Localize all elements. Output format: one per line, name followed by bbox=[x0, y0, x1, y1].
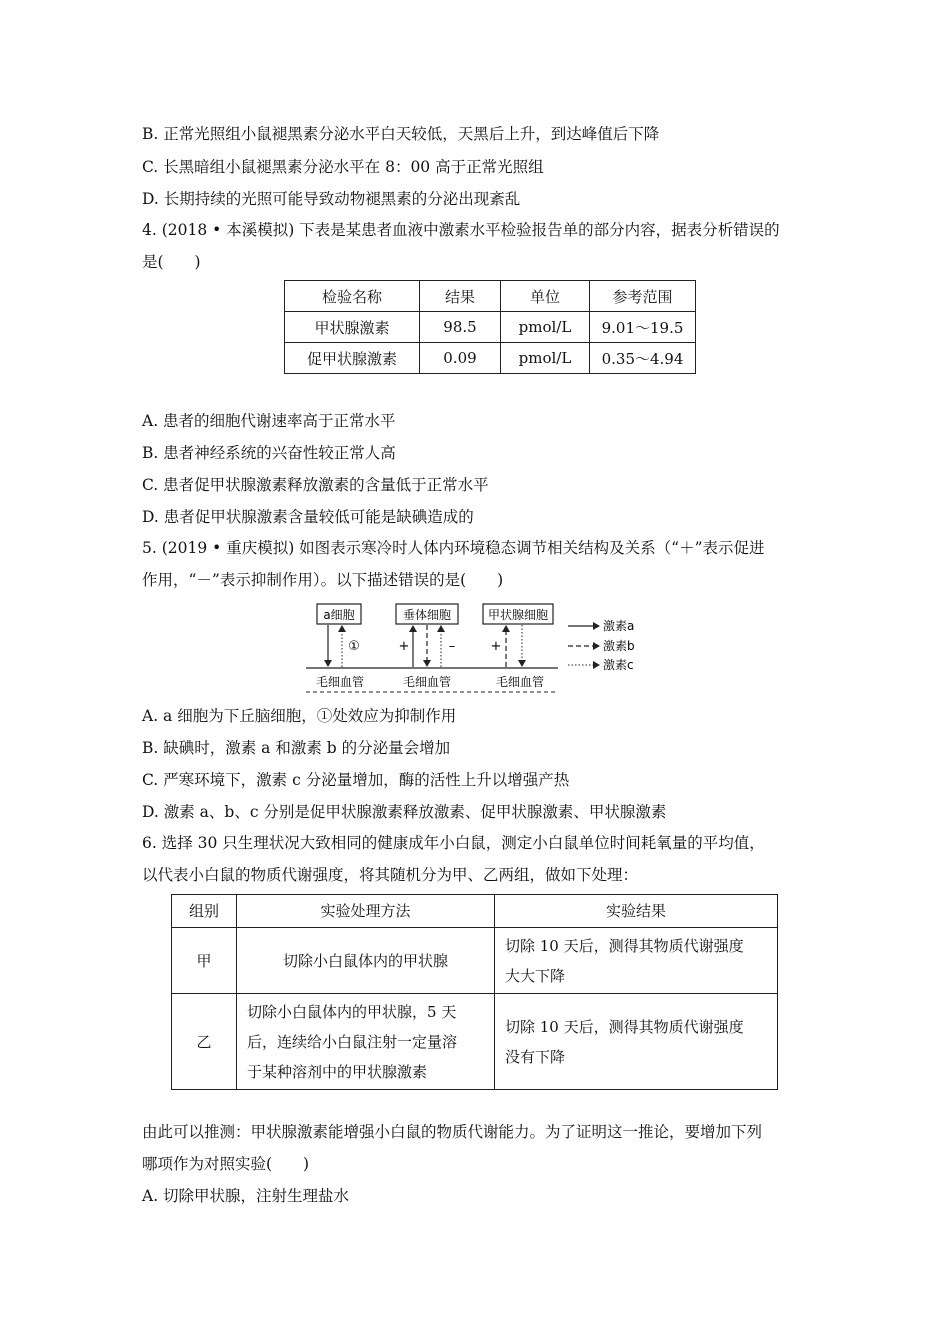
cell-text-line: 于某种溶剂中的甲状腺激素 bbox=[247, 1062, 428, 1081]
table-header: 组别 bbox=[172, 895, 237, 928]
a-cell-label: a细胞 bbox=[323, 608, 355, 622]
table-header-row bbox=[172, 895, 778, 928]
q4-option-c: C. 患者促甲状腺激素释放激素的含量低于正常水平 bbox=[142, 476, 489, 494]
legend-label-c: 激素c bbox=[603, 658, 634, 672]
q6-after-line1: 由此可以推测：甲状腺激素能增强小白鼠的物质代谢能力。为了证明这一推论，要增加下列 bbox=[142, 1123, 763, 1141]
marker-1: ① bbox=[348, 639, 360, 654]
table-row bbox=[285, 312, 696, 343]
minus-sign: – bbox=[448, 639, 456, 654]
table-header: 结果 bbox=[420, 281, 501, 312]
q6-option-a: A. 切除甲状腺，注射生理盐水 bbox=[142, 1187, 350, 1205]
arrow-head bbox=[593, 642, 600, 650]
arrow-head bbox=[423, 660, 431, 667]
arrow-head bbox=[437, 625, 445, 632]
q3-option-c: C. 长黑暗组小鼠褪黑素分泌水平在 8：00 高于正常光照组 bbox=[142, 158, 544, 176]
q4-option-b: B. 患者神经系统的兴奋性较正常人高 bbox=[142, 444, 396, 462]
table-header: 实验处理方法 bbox=[237, 895, 495, 928]
capillary-label: 毛细血管 bbox=[402, 675, 452, 689]
table-row bbox=[285, 343, 696, 374]
q4-stem-line2: 是( ) bbox=[142, 253, 201, 271]
arrow-head bbox=[518, 660, 526, 667]
q3-option-d: D. 长期持续的光照可能导致动物褪黑素的分泌出现紊乱 bbox=[142, 190, 521, 208]
q5-stem-line1: 5. (2019 • 重庆模拟) 如图表示寒冷时人体内环境稳态调节相关结构及关系（“＋”表示促进 bbox=[142, 539, 765, 557]
q6-stem-line2: 以代表小白鼠的物质代谢强度，将其随机分为甲、乙两组，做如下处理： bbox=[142, 866, 639, 884]
q5-option-c: C. 严寒环境下，激素 c 分泌量增加，酶的活性上升以增强产热 bbox=[142, 771, 570, 789]
cell-text-line: 大大下降 bbox=[505, 966, 566, 985]
table-cell: 切除小白鼠体内的甲状腺 bbox=[237, 928, 495, 994]
table-row bbox=[172, 928, 778, 994]
q4-option-a: A. 患者的细胞代谢速率高于正常水平 bbox=[142, 412, 396, 430]
arrow-head bbox=[324, 660, 332, 667]
cell-text-line: 切除 10 天后，测得其物质代谢强度 bbox=[505, 936, 744, 955]
plus-sign: + bbox=[398, 639, 410, 654]
pituitary-cell-label: 垂体细胞 bbox=[402, 608, 452, 622]
table-cell: 98.5 bbox=[420, 312, 501, 343]
table-cell bbox=[237, 994, 495, 1090]
table-cell: pmol/L bbox=[501, 343, 590, 374]
q6-stem-line1: 6. 选择 30 只生理状况大致相同的健康成年小白鼠，测定小白鼠单位时间耗氧量的平均值， bbox=[142, 834, 765, 852]
table-header-row bbox=[285, 281, 696, 312]
arrow-head bbox=[409, 625, 417, 632]
q5-option-d: D. 激素 a、b、c 分别是促甲状腺激素释放激素、促甲状腺激素、甲状腺激素 bbox=[142, 803, 667, 821]
q4-result-table bbox=[284, 280, 696, 374]
table-cell: pmol/L bbox=[501, 312, 590, 343]
capillary-label: 毛细血管 bbox=[315, 675, 365, 689]
thyroid-cell-label: 甲状腺细胞 bbox=[487, 608, 549, 622]
arrow-head bbox=[338, 625, 346, 632]
plus-sign: + bbox=[490, 639, 502, 654]
arrow-head bbox=[502, 625, 510, 632]
legend-label-b: 激素b bbox=[603, 639, 635, 653]
q3-option-b: B. 正常光照组小鼠褪黑素分泌水平白天较低，天黑后上升，到达峰值后下降 bbox=[142, 125, 660, 143]
q5-option-b: B. 缺碘时，激素 a 和激素 b 的分泌量会增加 bbox=[142, 739, 451, 757]
table-cell: 9.01～19.5 bbox=[590, 312, 696, 343]
table-header: 实验结果 bbox=[495, 895, 778, 928]
legend-label-a: 激素a bbox=[603, 619, 635, 633]
table-row bbox=[172, 994, 778, 1090]
q4-stem-line1: 4. (2018 • 本溪模拟) 下表是某患者血液中激素水平检验报告单的部分内容，据表分析错误的 bbox=[142, 221, 780, 239]
table-cell: 乙 bbox=[172, 994, 237, 1090]
table-cell: 0.09 bbox=[420, 343, 501, 374]
table-cell: 甲 bbox=[172, 928, 237, 994]
table-cell: 促甲状腺激素 bbox=[285, 343, 420, 374]
q6-after-line2: 哪项作为对照实验( ) bbox=[142, 1155, 310, 1173]
capillary-label: 毛细血管 bbox=[495, 675, 545, 689]
table-cell bbox=[495, 994, 778, 1090]
table-header: 检验名称 bbox=[285, 281, 420, 312]
q6-experiment-table bbox=[171, 894, 778, 1090]
arrow-head bbox=[593, 661, 600, 669]
q4-option-d: D. 患者促甲状腺激素含量较低可能是缺碘造成的 bbox=[142, 508, 474, 526]
q5-stem-line2: 作用，“－”表示抑制作用）。以下描述错误的是( ) bbox=[142, 571, 504, 589]
cell-text-line: 没有下降 bbox=[505, 1047, 566, 1066]
arrow-head bbox=[593, 622, 600, 630]
q5-option-a: A. a 细胞为下丘脑细胞，①处效应为抑制作用 bbox=[142, 707, 457, 725]
table-header: 单位 bbox=[501, 281, 590, 312]
table-cell: 0.35～4.94 bbox=[590, 343, 696, 374]
table-header: 参考范围 bbox=[590, 281, 696, 312]
cell-text-line: 切除 10 天后，测得其物质代谢强度 bbox=[505, 1017, 744, 1036]
cell-text-line: 后，连续给小白鼠注射一定量溶 bbox=[247, 1032, 458, 1051]
regulation-diagram bbox=[300, 598, 650, 698]
table-cell: 甲状腺激素 bbox=[285, 312, 420, 343]
cell-text-line: 切除小白鼠体内的甲状腺，5 天 bbox=[247, 1002, 457, 1021]
table-cell bbox=[495, 928, 778, 994]
